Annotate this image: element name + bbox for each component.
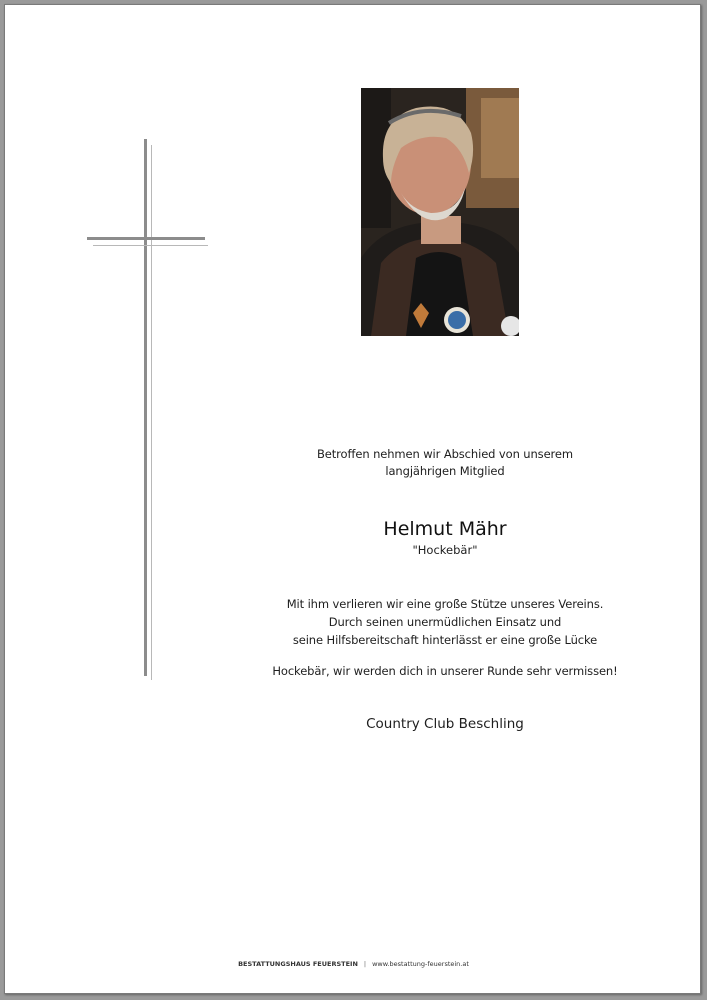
footer-website-link[interactable]: www.bestattung-feuerstein.at: [372, 960, 469, 968]
tribute-message: [185, 595, 705, 649]
portrait-photo: [361, 88, 519, 336]
tribute-line-1: Mit ihm verlieren wir eine große Stütze unseres Vereins.: [286, 597, 604, 611]
cross-horizontal-shadow: [93, 245, 208, 246]
intro-text: [185, 446, 705, 480]
closing-line: Hockebär, wir werden dich in unserer Runde sehr vermissen!: [272, 664, 618, 678]
intro-line-1: Betroffen nehmen wir Abschied von unserem: [316, 447, 574, 461]
cross-vertical-shadow: [151, 145, 152, 680]
deceased-nickname: "Hockebär": [412, 543, 478, 557]
footer: [5, 960, 702, 968]
intro-line-2: langjährigen Mitglied: [385, 464, 505, 478]
footer-separator: |: [363, 960, 367, 968]
deceased-name: Helmut Mähr: [383, 518, 507, 540]
cross-horizontal-beam: [87, 237, 205, 240]
obituary-page: [4, 4, 701, 994]
tribute-line-3: seine Hilfsbereitschaft hinterlässt er eine große Lücke: [292, 633, 598, 647]
tribute-line-2: Durch seinen unermüdlichen Einsatz und: [328, 615, 562, 629]
footer-company: BESTATTUNGSHAUS FEUERSTEIN: [238, 960, 358, 968]
signature: Country Club Beschling: [366, 716, 524, 732]
cross-vertical-beam: [144, 139, 147, 676]
